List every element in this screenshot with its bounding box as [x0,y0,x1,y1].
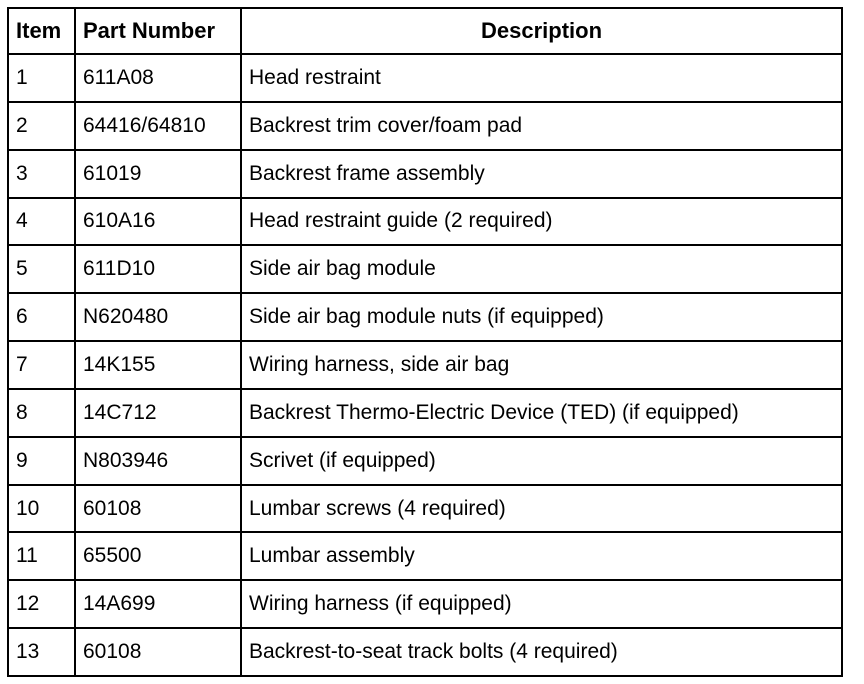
header-item: Item [8,8,75,54]
item-cell: 13 [8,628,75,676]
part-number-cell: N803946 [75,437,241,485]
parts-table-container [7,7,841,677]
table-row [8,293,842,341]
table-row [8,341,842,389]
description-cell: Side air bag module [241,245,842,293]
description-cell: Backrest-to-seat track bolts (4 required) [241,628,842,676]
table-row [8,437,842,485]
description-cell: Side air bag module nuts (if equipped) [241,293,842,341]
part-number-cell: 60108 [75,485,241,533]
table-row [8,532,842,580]
header-description: Description [241,8,842,54]
table-row [8,150,842,198]
item-cell: 8 [8,389,75,437]
item-cell: 10 [8,485,75,533]
item-cell: 3 [8,150,75,198]
parts-table [7,7,843,677]
description-cell: Wiring harness (if equipped) [241,580,842,628]
table-header-row [8,8,842,54]
part-number-cell: 611D10 [75,245,241,293]
table-row [8,389,842,437]
part-number-cell: 610A16 [75,198,241,246]
part-number-cell: 14C712 [75,389,241,437]
item-cell: 7 [8,341,75,389]
part-number-cell: 14A699 [75,580,241,628]
table-row [8,245,842,293]
item-cell: 1 [8,54,75,102]
description-cell: Wiring harness, side air bag [241,341,842,389]
item-cell: 4 [8,198,75,246]
description-cell: Lumbar assembly [241,532,842,580]
item-cell: 6 [8,293,75,341]
description-cell: Head restraint guide (2 required) [241,198,842,246]
part-number-cell: 611A08 [75,54,241,102]
description-cell: Backrest trim cover/foam pad [241,102,842,150]
description-cell: Lumbar screws (4 required) [241,485,842,533]
header-part-number: Part Number [75,8,241,54]
part-number-cell: 60108 [75,628,241,676]
part-number-cell: N620480 [75,293,241,341]
description-cell: Head restraint [241,54,842,102]
item-cell: 5 [8,245,75,293]
table-row [8,102,842,150]
table-row [8,628,842,676]
item-cell: 11 [8,532,75,580]
description-cell: Backrest Thermo-Electric Device (TED) (if equipped) [241,389,842,437]
table-row [8,580,842,628]
part-number-cell: 14K155 [75,341,241,389]
table-row [8,54,842,102]
description-cell: Scrivet (if equipped) [241,437,842,485]
part-number-cell: 61019 [75,150,241,198]
table-row [8,198,842,246]
table-row [8,485,842,533]
part-number-cell: 64416/64810 [75,102,241,150]
item-cell: 2 [8,102,75,150]
item-cell: 9 [8,437,75,485]
description-cell: Backrest frame assembly [241,150,842,198]
item-cell: 12 [8,580,75,628]
part-number-cell: 65500 [75,532,241,580]
